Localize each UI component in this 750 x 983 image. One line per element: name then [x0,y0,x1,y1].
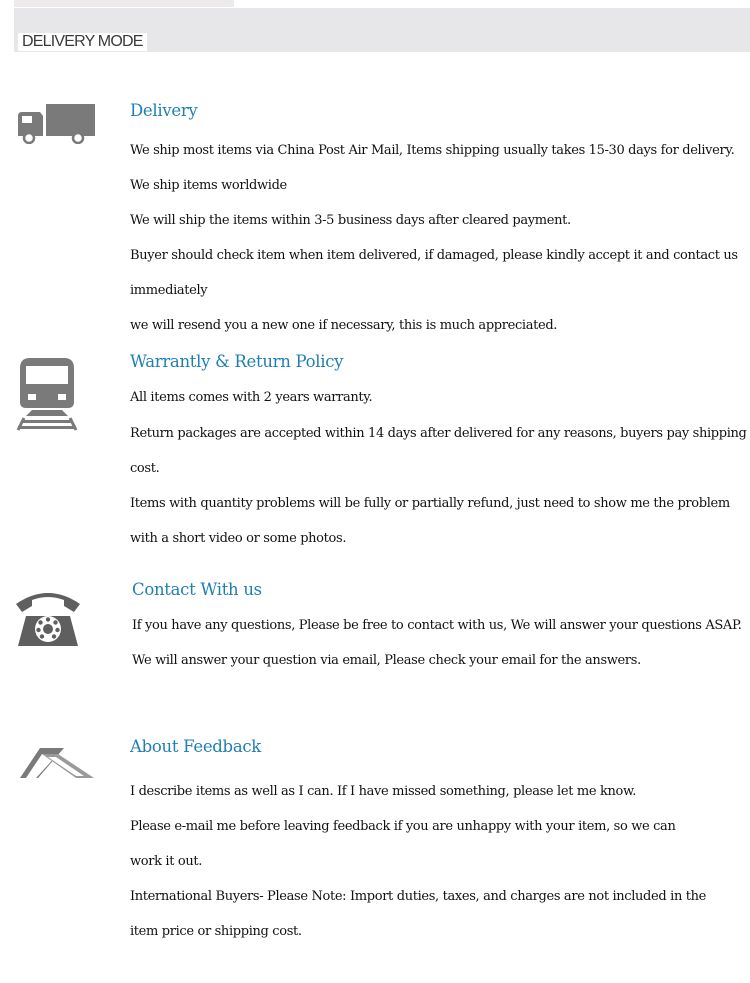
warranty-line: All items comes with 2 years warranty. [130,390,373,405]
feedback-icon [18,744,96,780]
delivery-line: we will resend you a new one if necessary, this is much appreciated. [130,318,558,333]
feedback-line: Please e-mail me before leaving feedback if you are unhappy with your item, so we can [130,819,676,834]
truck-icon [16,104,96,144]
section-title-warranty: Warrantly & Return Policy [130,352,344,371]
top-strip [14,0,234,7]
feedback-line: item price or shipping cost. [130,924,302,939]
contact-line: We will answer your question via email, Please check your email for the answers. [132,653,641,668]
feedback-line: International Buyers- Please Note: Import duties, taxes, and charges are not included in the [130,889,706,904]
warranty-line: cost. [130,461,160,476]
telephone-icon [12,588,84,650]
delivery-line: We ship most items via China Post Air Mail, Items shipping usually takes 15-30 days for delivery. [130,143,735,158]
section-title-delivery: Delivery [130,101,198,120]
section-title-feedback: About Feedback [130,737,261,756]
warranty-line: with a short video or some photos. [130,531,347,546]
delivery-line: We ship items worldwide [130,178,287,193]
banner-title: DELIVERY MODE [18,33,147,51]
warranty-line: Items with quantity problems will be fully or partially refund, just need to show me the problem [130,496,730,511]
delivery-line: Buyer should check item when item delivered, if damaged, please kindly accept it and contact us [130,248,738,263]
feedback-line: I describe items as well as I can. If I have missed something, please let me know. [130,784,636,799]
delivery-line: We will ship the items within 3-5 business days after cleared payment. [130,213,571,228]
feedback-line: work it out. [130,854,203,869]
train-icon [14,356,80,432]
contact-line: If you have any questions, Please be free to contact with us, We will answer your questions ASAP. [132,618,742,633]
section-title-contact: Contact With us [132,580,262,599]
delivery-line: immediately [130,283,208,298]
warranty-line: Return packages are accepted within 14 days after delivered for any reasons, buyers pay shipping [130,426,747,441]
